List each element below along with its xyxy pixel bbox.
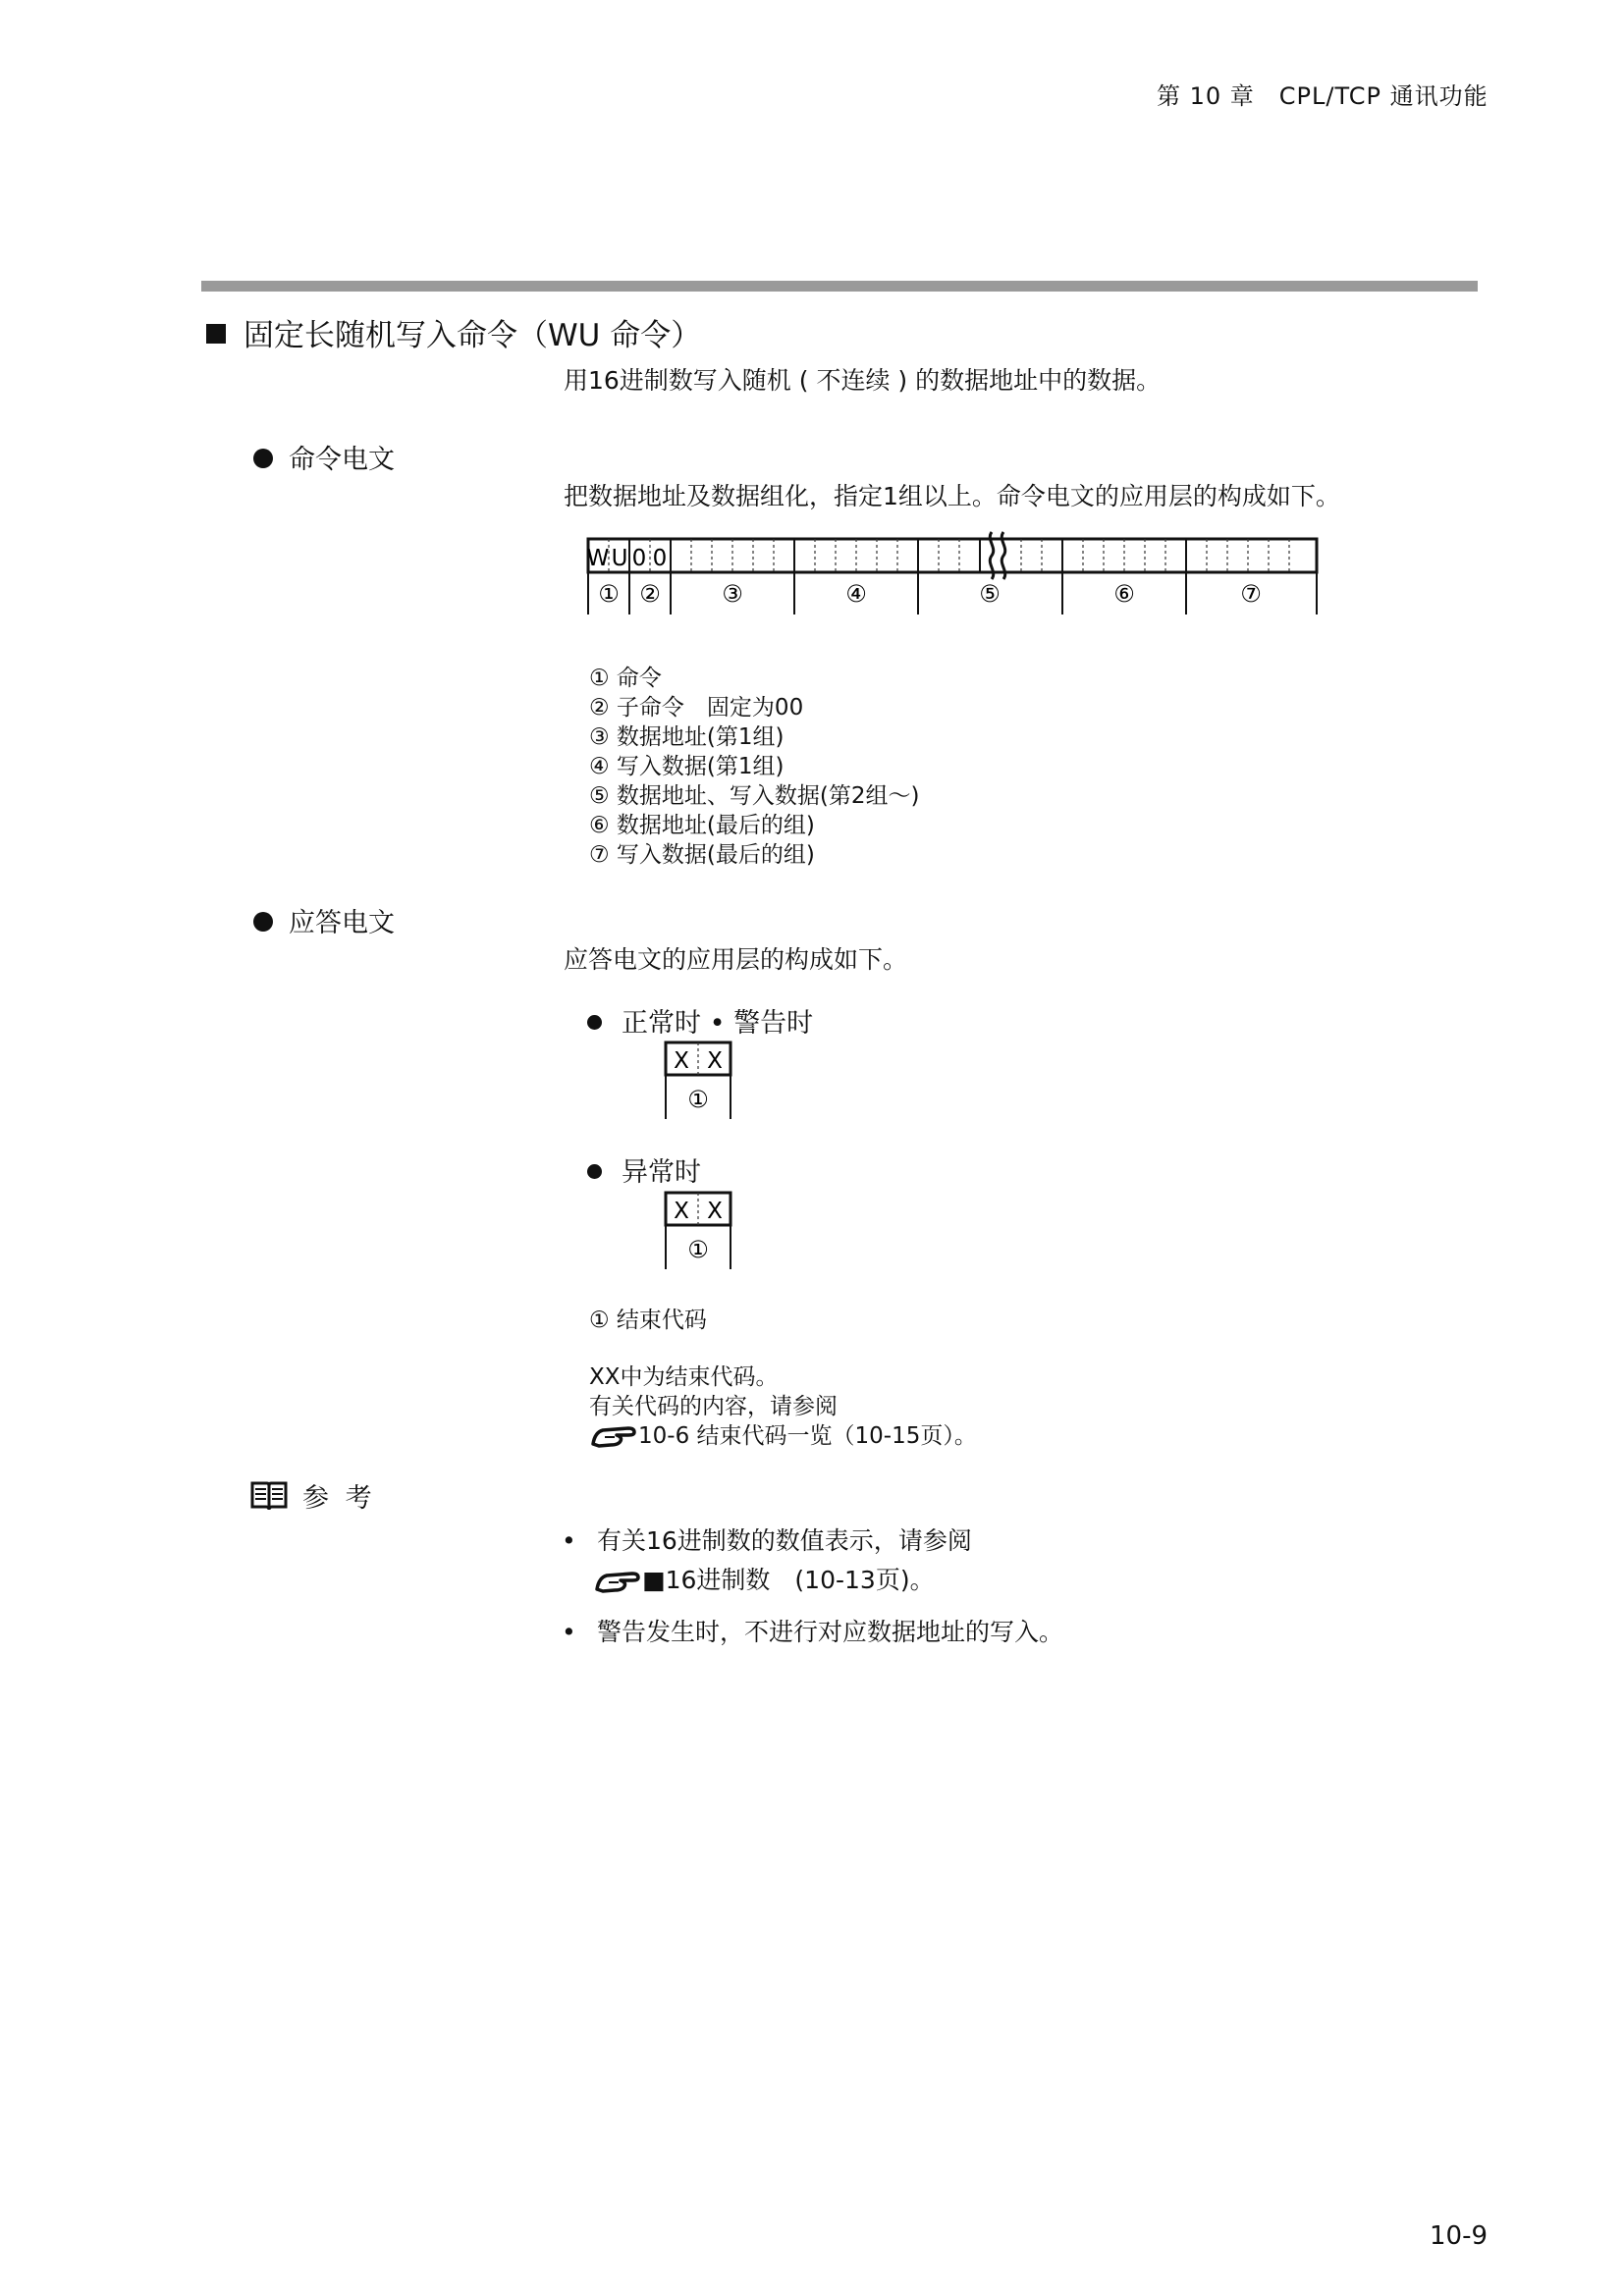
response-cell: X xyxy=(674,1199,689,1224)
bullet-mark: • xyxy=(562,1618,576,1646)
response-heading: 应答电文 xyxy=(289,908,395,938)
response-notes xyxy=(589,1362,977,1451)
legend-item: ② 子命令 固定为00 xyxy=(589,695,804,721)
reference-item-1-ref-row xyxy=(593,1561,935,1596)
abnormal-label: 异常时 xyxy=(622,1157,701,1188)
reference-item-1-text: 有关16进制数的数值表示，请参阅 xyxy=(597,1526,972,1555)
field-number: ⑤ xyxy=(979,580,1001,608)
response-heading-row xyxy=(253,901,395,939)
field-number: ④ xyxy=(845,580,867,608)
bullet-dot-icon xyxy=(253,912,273,932)
abnormal-label-row xyxy=(587,1150,701,1189)
normal-label: 正常时 • 警告时 xyxy=(622,1008,814,1039)
reference-item-1-link[interactable]: ■16进制数 (10-13页)。 xyxy=(642,1566,935,1594)
reference-item-2-text: 警告发生时，不进行对应数据地址的写入。 xyxy=(597,1618,1064,1646)
abnormal-response-diagram xyxy=(660,1189,738,1271)
reference-item-2 xyxy=(562,1613,1063,1648)
reference-item-1 xyxy=(562,1522,972,1557)
bullet-dot-icon xyxy=(587,1164,602,1179)
section-title: 固定长随机写入命令（WU 命令） xyxy=(244,318,702,353)
note-ref-row xyxy=(589,1421,977,1451)
command-heading: 命令电文 xyxy=(289,445,395,475)
legend-item: ⑦ 写入数据(最后的组) xyxy=(589,842,815,868)
bullet-dot-icon xyxy=(587,1015,602,1030)
response-cell: X xyxy=(707,1199,723,1224)
reference-heading-row xyxy=(249,1476,376,1515)
frame-cell: W xyxy=(586,546,610,571)
normal-response-diagram xyxy=(660,1039,738,1121)
field-number: ② xyxy=(639,580,661,608)
response-cell: X xyxy=(707,1048,723,1074)
command-frame-diagram xyxy=(579,530,1335,618)
note-line: 有关代码的内容，请参阅 xyxy=(589,1394,838,1419)
normal-label-row xyxy=(587,1001,813,1040)
response-description: 应答电文的应用层的构成如下。 xyxy=(564,945,908,974)
frame-cell: 0 xyxy=(652,546,668,571)
field-number: ⑥ xyxy=(1113,580,1135,608)
frame-cell: 0 xyxy=(631,546,647,571)
legend-item: ⑥ 数据地址(最后的组) xyxy=(589,813,815,838)
bullet-mark: • xyxy=(562,1526,576,1555)
section-rule xyxy=(201,281,1478,292)
field-number: ③ xyxy=(722,580,743,608)
command-legend xyxy=(589,664,920,870)
frame-cell: U xyxy=(611,546,628,571)
legend-item: ① 命令 xyxy=(589,666,662,691)
field-number: ① xyxy=(687,1236,709,1263)
field-number: ① xyxy=(687,1086,709,1113)
legend-item: ⑤ 数据地址、写入数据(第2组～) xyxy=(589,783,920,809)
field-number: ⑦ xyxy=(1240,580,1262,608)
command-heading-row xyxy=(253,438,395,476)
bullet-dot-icon xyxy=(253,449,273,468)
section-title-row xyxy=(206,310,701,354)
chapter-header: 第 10 章 CPL/TCP 通讯功能 xyxy=(1157,82,1489,110)
square-bullet-icon xyxy=(206,324,226,344)
book-icon xyxy=(249,1479,289,1513)
pointing-hand-icon xyxy=(593,1568,642,1593)
note-line: XX中为结束代码。 xyxy=(589,1364,779,1390)
section-intro: 用16进制数写入随机 ( 不连续 ) 的数据地址中的数据。 xyxy=(564,366,1162,395)
field-number: ① xyxy=(598,580,620,608)
response-legend: ① 结束代码 xyxy=(589,1308,707,1333)
legend-item: ④ 写入数据(第1组) xyxy=(589,754,785,779)
pointing-hand-icon xyxy=(589,1422,638,1448)
page-number: 10-9 xyxy=(1430,2221,1489,2251)
command-description: 把数据地址及数据组化，指定1组以上。命令电文的应用层的构成如下。 xyxy=(564,482,1340,510)
note-ref-link[interactable]: 10-6 结束代码一览（10-15页）。 xyxy=(638,1423,977,1449)
response-cell: X xyxy=(674,1048,689,1074)
reference-heading: 参 考 xyxy=(302,1483,376,1514)
legend-item: ③ 数据地址(第1组) xyxy=(589,724,785,750)
